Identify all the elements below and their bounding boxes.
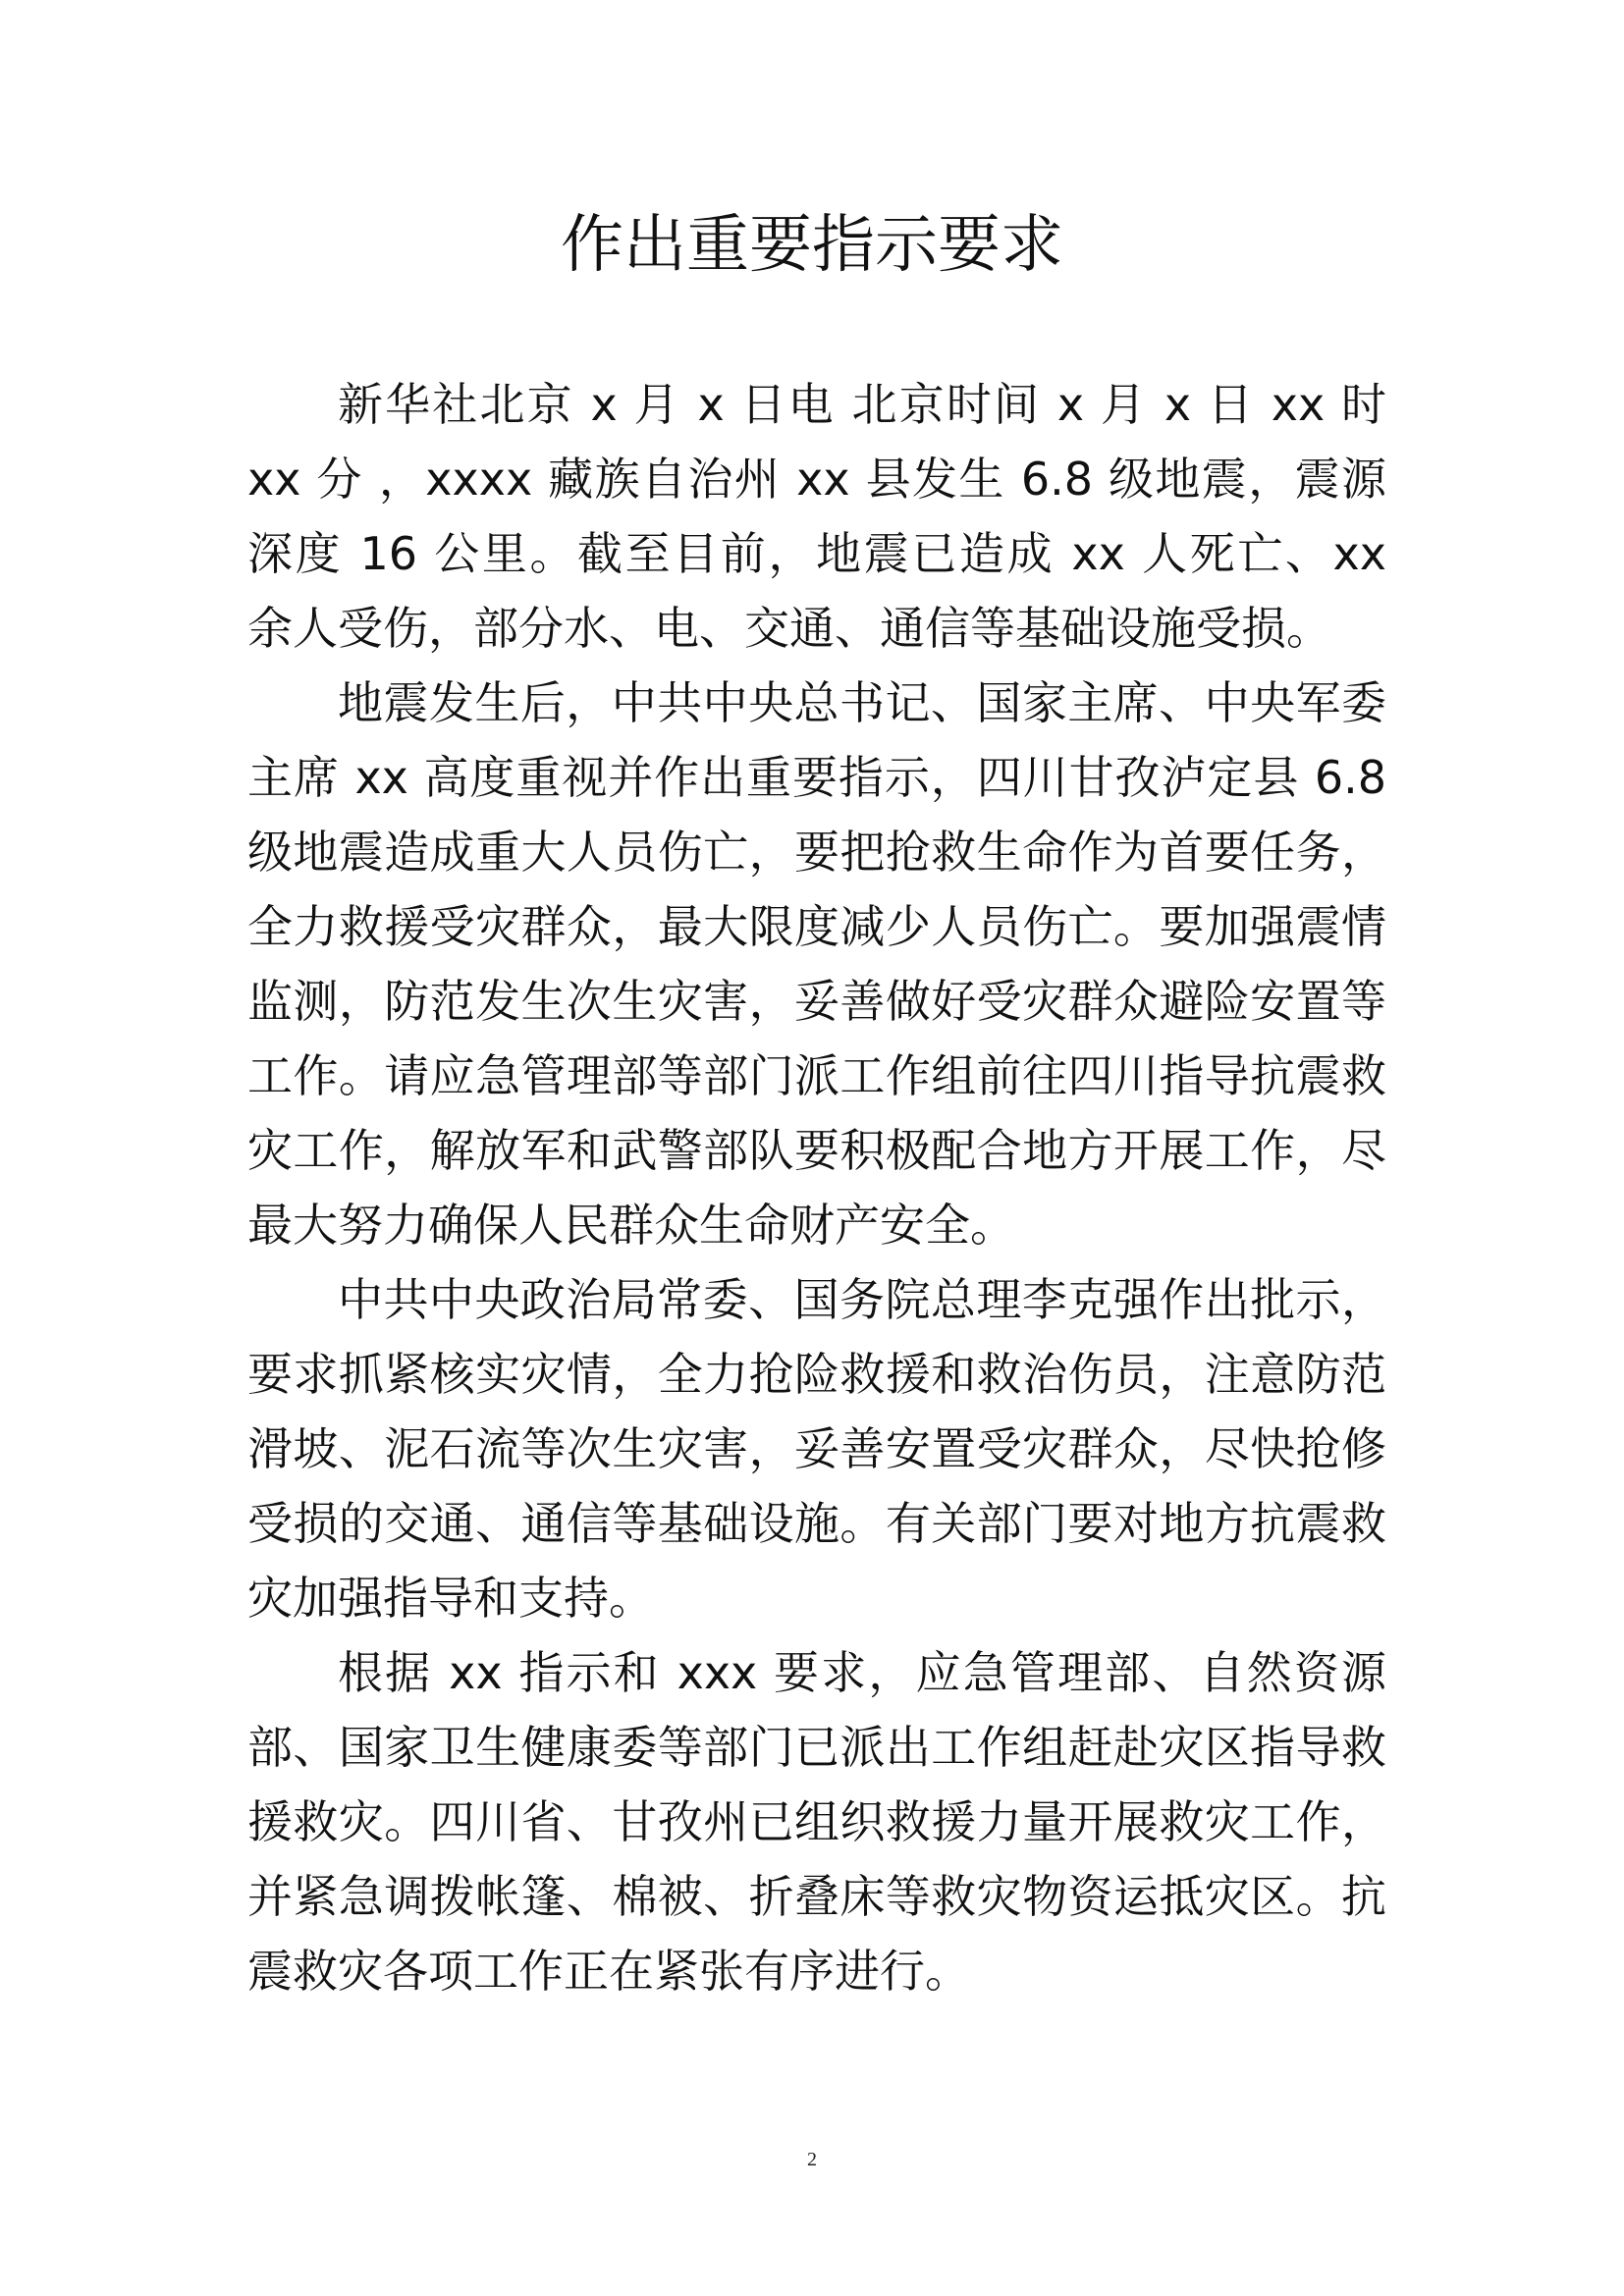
paragraph: 地震发生后，中共中央总书记、国家主席、中央军委主席 xx 高度重视并作出重要指示，四川甘孜泸定县 6.8 级地震造成重大人员伤亡，要把抢救生命作为首要任务，全力救援受灾群众，最大限度减少人员伤亡。要加强震情监测，防范发生次生灾害，妥善做好受灾群众避险安置等工作。请应急管理部等部门派工作组前往四川指导抗震救灾工作，解放军和武警部队要积极配合地方开展工作，尽最大努力确保人民群众生命财产安全。 [247, 676, 1386, 1252]
document-title: 作出重要指示要求 [561, 209, 1063, 282]
paragraph: 中共中央政治局常委、国务院总理李克强作出批示，要求抓紧核实灾情，全力抢险救援和救治伤员，注意防范滑坡、泥石流等次生灾害，妥善安置受灾群众，尽快抢修受损的交通、通信等基础设施。有关部门要对地方抗震救灾加强指导和支持。 [247, 1273, 1386, 1625]
paragraph: 新华社北京 x 月 x 日电 北京时间 x 月 x 日 xx 时 xx 分 ，xxxx 藏族自治州 xx 县发生 6.8 级地震，震源深度 16 公里。截至目前，地震已造成 xx 人死亡、xx 余人受伤，部分水、电、交通、通信等基础设施受损。 [247, 378, 1386, 655]
page-number: 2 [807, 2149, 817, 2170]
paragraph: 根据 xx 指示和 xxx 要求，应急管理部、自然资源部、国家卫生健康委等部门已派出工作组赶赴灾区指导救援救灾。四川省、甘孜州已组织救援力量开展救灾工作，并紧急调拨帐篷、棉被、折叠床等救灾物资运抵灾区。抗震救灾各项工作正在紧张有序进行。 [247, 1646, 1386, 1998]
document-body [247, 367, 1386, 2008]
